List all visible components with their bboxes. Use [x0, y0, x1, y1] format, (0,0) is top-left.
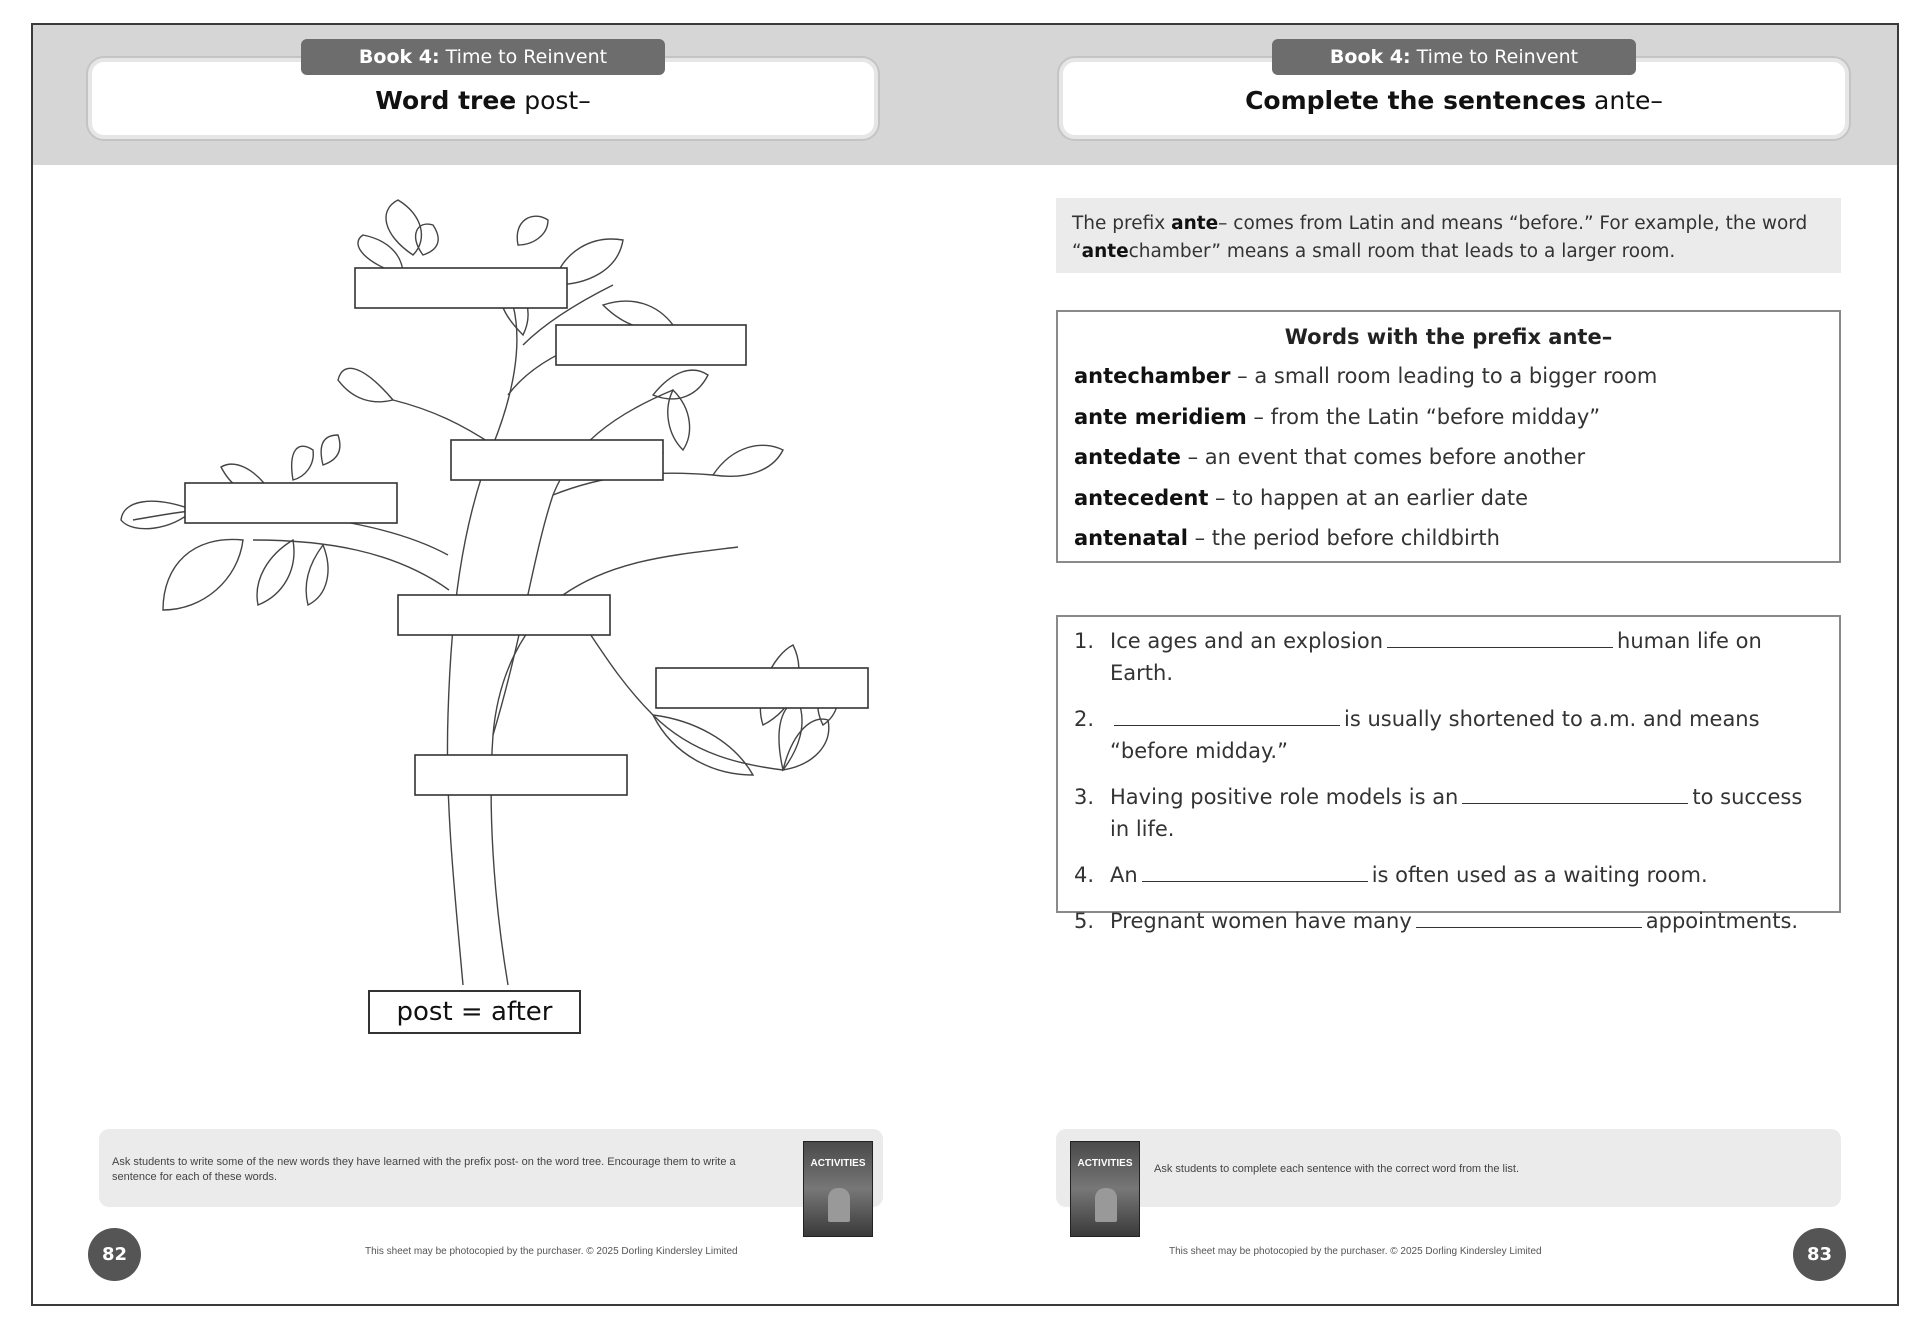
sentence-exercise-box — [1056, 615, 1841, 933]
sentence-text-before: Pregnant women have many — [1110, 909, 1412, 933]
right-book-label-rest: Time to Reinvent — [1416, 46, 1579, 68]
intro-text-2: – comes from Latin and means “before.” For example, the word “ — [1072, 213, 1808, 262]
right-book-label — [1272, 39, 1636, 75]
sentence-number: 4. — [1074, 863, 1095, 887]
tree-answer-box-5[interactable] — [398, 595, 610, 635]
cover-title: ACTIVITIES — [810, 1158, 866, 1169]
sentence-item — [1074, 703, 1823, 767]
right-page-title — [1063, 86, 1845, 115]
right-title-prefix: ante– — [1594, 86, 1663, 115]
word-term: antedate — [1074, 445, 1181, 469]
left-book-label-rest: Time to Reinvent — [445, 46, 608, 68]
intro-bold-1: ante — [1171, 213, 1219, 234]
cover-figure-icon — [828, 1188, 850, 1222]
word-definition: – to happen at an earlier date — [1208, 485, 1529, 510]
tree-answer-box-1[interactable] — [355, 268, 567, 308]
sentence-text-after: appointments. — [1645, 909, 1799, 933]
sentence-number: 2. — [1074, 707, 1095, 731]
word-list-box — [1056, 310, 1841, 563]
answer-blank[interactable] — [1462, 783, 1688, 804]
answer-blank[interactable] — [1416, 907, 1642, 928]
word-definition: – a small room leading to a bigger room — [1230, 364, 1658, 388]
answer-blank[interactable] — [1114, 705, 1340, 726]
left-title-prefix: post– — [524, 86, 591, 115]
worksheet-spread — [31, 23, 1899, 1306]
cover-figure-icon — [1095, 1188, 1117, 1222]
left-teacher-note — [99, 1129, 883, 1207]
word-list-item — [1074, 478, 1823, 519]
left-book-label — [301, 39, 665, 75]
word-list-item — [1074, 397, 1823, 438]
tree-answer-box-6[interactable] — [656, 668, 868, 708]
sentence-item — [1074, 625, 1823, 689]
answer-blank[interactable] — [1142, 861, 1368, 882]
right-book-label-bold: Book 4: — [1329, 46, 1411, 68]
sentence-text-after: is usually shortened to a.m. and means “before midday.” — [1110, 707, 1760, 763]
right-copyright: This sheet may be photocopied by the purchaser. © 2025 Dorling Kindersley Limited — [1169, 1246, 1542, 1257]
intro-bold-2: ante — [1081, 241, 1129, 262]
sentence-number: 3. — [1074, 785, 1095, 809]
tree-answer-box-7[interactable] — [415, 755, 627, 795]
sentence-item — [1074, 859, 1823, 891]
right-teacher-note — [1056, 1129, 1841, 1207]
sentence-text-after: to success in life. — [1110, 785, 1803, 841]
word-list-item — [1074, 356, 1823, 397]
sentence-text-after: human life on Earth. — [1110, 629, 1762, 685]
left-copyright: This sheet may be photocopied by the purchaser. © 2025 Dorling Kindersley Limited — [365, 1246, 738, 1257]
prefix-intro — [1056, 198, 1841, 273]
left-title-bold: Word tree — [375, 86, 517, 115]
word-term: antenatal — [1074, 526, 1188, 550]
right-teacher-note-text: Ask students to complete each sentence with the correct word from the list. — [1154, 1163, 1520, 1175]
left-page-title — [92, 86, 874, 115]
prefix-equation: post = after — [368, 990, 581, 1034]
word-term: antechamber — [1074, 364, 1231, 388]
answer-blank[interactable] — [1387, 627, 1613, 648]
sentence-item — [1074, 905, 1823, 937]
left-book-label-bold: Book 4: — [358, 46, 440, 68]
right-title-bold: Complete the sentences — [1245, 86, 1587, 115]
word-list-title: Words with the prefix ante– — [1284, 325, 1613, 349]
sentence-text-after: is often used as a waiting room. — [1371, 863, 1708, 887]
word-tree-illustration — [93, 195, 873, 995]
word-definition: – from the Latin “before midday” — [1246, 404, 1601, 429]
sentence-text-before: Having positive role models is an — [1110, 785, 1459, 809]
book-cover-thumbnail — [803, 1141, 873, 1237]
intro-text-3: chamber” means a small room that leads to a larger room. — [1128, 241, 1676, 262]
left-teacher-note-text: Ask students to write some of the new words they have learned with the prefix post- on the word tree. Encourage them to write a sentence for each of these words. — [112, 1156, 736, 1183]
left-page-number: 82 — [88, 1228, 141, 1281]
right-page-number: 83 — [1793, 1228, 1846, 1281]
intro-text-1: The prefix — [1072, 213, 1172, 234]
sentence-item — [1074, 781, 1823, 845]
cover-title: ACTIVITIES — [1077, 1158, 1133, 1169]
word-definition: – an event that comes before another — [1180, 445, 1586, 469]
word-definition: – the period before childbirth — [1187, 526, 1500, 550]
tree-answer-box-4[interactable] — [185, 483, 397, 523]
word-term: antecedent — [1074, 485, 1209, 510]
tree-answer-box-3[interactable] — [451, 440, 663, 480]
sentence-text-before: An — [1110, 863, 1138, 887]
tree-answer-box-2[interactable] — [556, 325, 746, 365]
book-cover-thumbnail — [1070, 1141, 1140, 1237]
sentence-number: 5. — [1074, 909, 1095, 933]
word-list-item — [1074, 437, 1823, 478]
word-list-item — [1074, 518, 1823, 559]
sentence-text-before: Ice ages and an explosion — [1110, 629, 1384, 653]
word-term: ante meridiem — [1074, 404, 1247, 429]
sentence-number: 1. — [1074, 629, 1095, 653]
